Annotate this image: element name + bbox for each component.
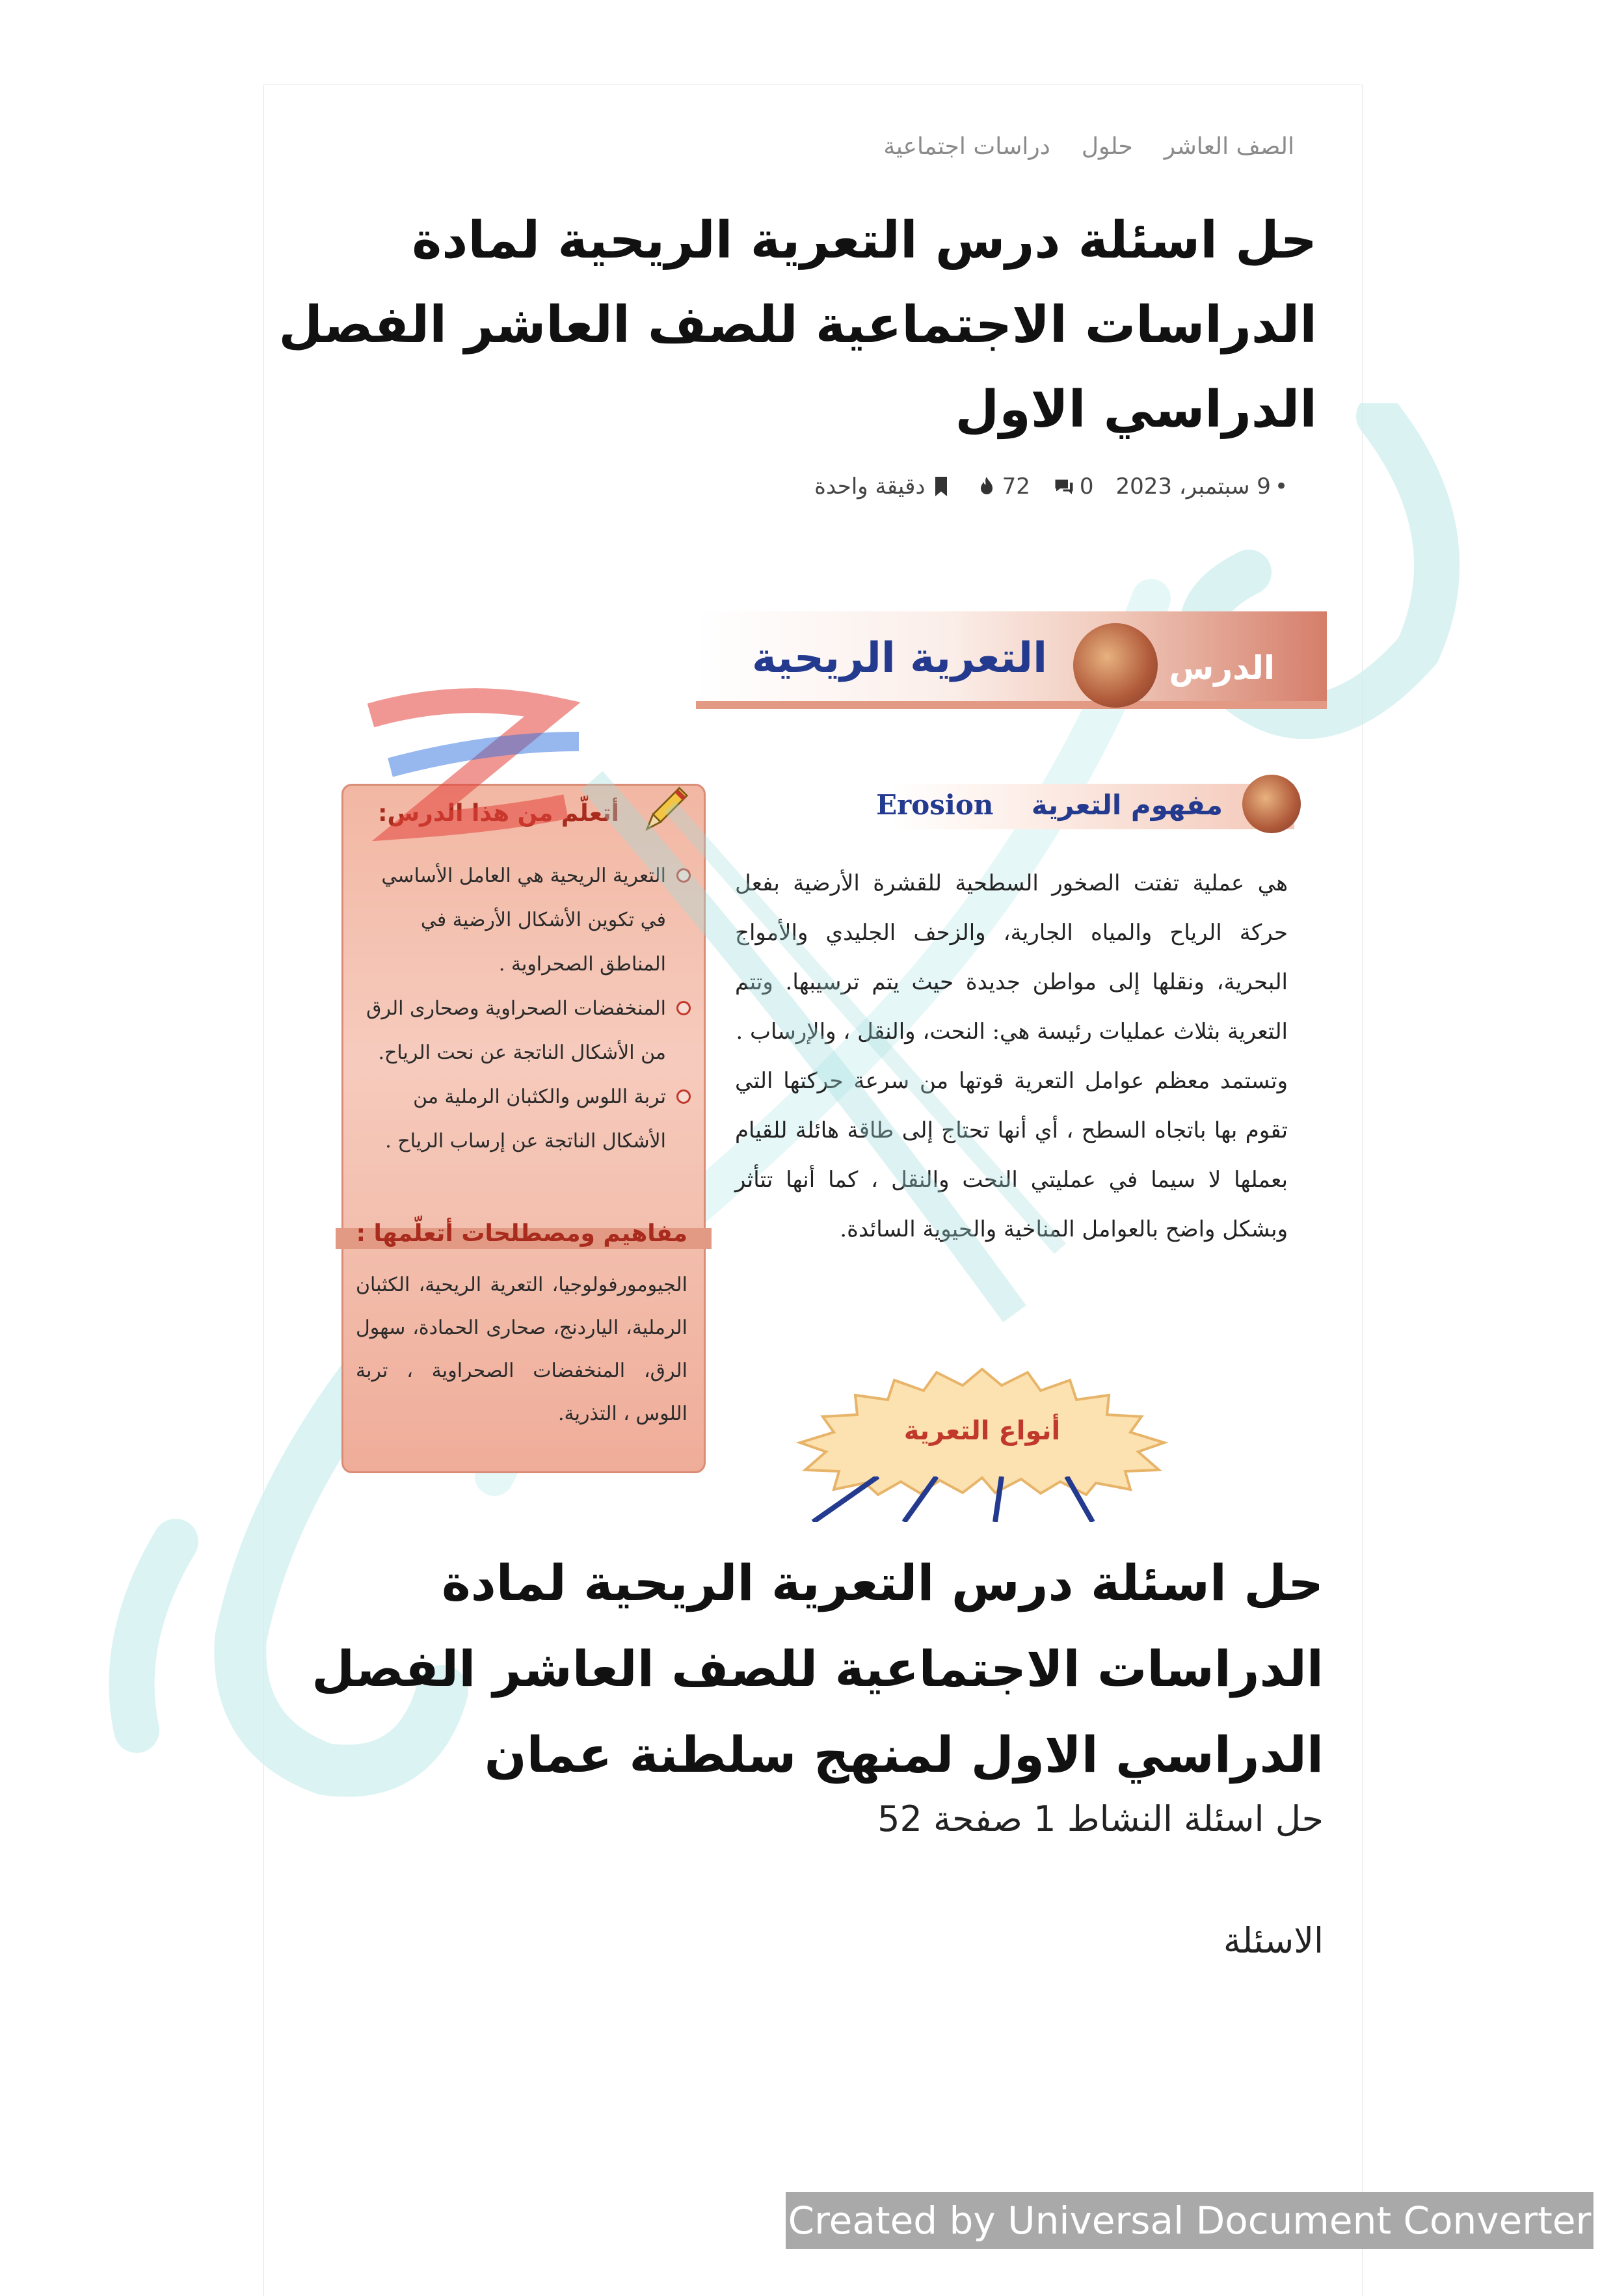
rock-icon bbox=[1242, 775, 1301, 833]
connector-lines bbox=[787, 1476, 1164, 1522]
list-item: التعرية الريحية هي العامل الأساسي في تكوين الأشكال الأرضية في المناطق الصحراوية . bbox=[356, 854, 691, 987]
page-title: حل اسئلة درس التعرية الريحية لمادة الدراسات الاجتماعية للصف العاشر الفصل الدراسي الاول bbox=[278, 211, 1317, 439]
list-item: المنخفضات الصحراوية وصحارى الرق من الأشكال الناتجة عن نحت الرياح. bbox=[356, 987, 691, 1075]
lesson-title: التعرية الريحية bbox=[751, 634, 1047, 682]
post-date: • 9 سبتمبر، 2023 bbox=[1115, 474, 1288, 500]
concept-body bbox=[735, 859, 1288, 1254]
concept-title: مفهوم التعرية bbox=[1031, 789, 1223, 821]
rock-arch-icon bbox=[1073, 623, 1158, 708]
breadcrumb bbox=[883, 133, 1294, 160]
terms-text: الجيومورفولوجيا، التعرية الريحية، الكثبان الرملية، الياردنج، صحارى الحمادة، سهول الرق، المنخفضات الصحراوية ، تربة اللوس ، التذرية. bbox=[356, 1274, 687, 1425]
terms-heading: مفاهيم ومصطلحات أتعلّمها : bbox=[356, 1220, 687, 1247]
erosion-types-label: أنواع التعرية bbox=[903, 1416, 1061, 1446]
activity-paragraph: حل اسئلة النشاط 1 صفحة 52 bbox=[877, 1798, 1324, 1839]
pencil-icon bbox=[635, 779, 694, 838]
read-time: دقيقة واحدة bbox=[814, 474, 952, 500]
concept-paragraph: وتستمد معظم عوامل التعرية قوتها من سرعة حركتها التي تقوم بها باتجاه السطح ، أي أنها تحتاج إلى طاقة هائلة للقيام بعملها لا سيما في عمليتي النحت والنقل ، كما أنها تتأثر وبشكل واضح بالعوامل المناخية والحيوية السائدة. bbox=[735, 1068, 1288, 1242]
lesson-image bbox=[332, 611, 1327, 1522]
section-heading: حل اسئلة درس التعرية الريحية لمادة الدراسات الاجتماعية للصف العاشر الفصل الدراسي الاول لمنهج سلطنة عمان bbox=[312, 1554, 1324, 1783]
views-count: 72 bbox=[975, 474, 1030, 500]
lesson-label: الدرس bbox=[1169, 649, 1275, 687]
breadcrumb-item-solutions[interactable]: حلول bbox=[1081, 133, 1133, 160]
fire-icon bbox=[975, 475, 998, 498]
concept-paragraph: هي عملية تفتت الصخور السطحية للقشرة الأرضية بفعل حركة الرياح والمياه الجارية، والزحف الجليدي والأمواج البحرية، ونقلها إلى مواطن جديدة حيث يتم ترسيبها. وتتم التعرية بثلاث عمليات رئيسة هي: النحت، والنقل ، والإرساب . bbox=[735, 870, 1288, 1045]
comments-count[interactable]: 0 bbox=[1052, 474, 1094, 500]
objectives-heading: أتعلّم من هذا الدرس: bbox=[378, 800, 619, 827]
converter-footer: Created by Universal Document Converter bbox=[786, 2192, 1593, 2249]
questions-label: الاسئلة bbox=[1223, 1920, 1324, 1961]
breadcrumb-item-social-studies[interactable]: دراسات اجتماعية bbox=[883, 133, 1050, 160]
concept-header bbox=[876, 784, 1294, 829]
list-item: تربة اللوس والكثبان الرملية من الأشكال الناتجة عن إرساب الرياح . bbox=[356, 1075, 691, 1164]
objectives-list bbox=[356, 854, 691, 1164]
post-meta bbox=[814, 474, 1288, 500]
breadcrumb-item-grade[interactable]: الصف العاشر bbox=[1164, 133, 1294, 160]
comments-icon bbox=[1052, 475, 1076, 498]
bookmark-icon bbox=[929, 475, 953, 498]
lesson-banner bbox=[696, 611, 1327, 709]
learning-objectives-box bbox=[341, 784, 706, 1473]
concept-title-en: Erosion bbox=[876, 789, 994, 821]
